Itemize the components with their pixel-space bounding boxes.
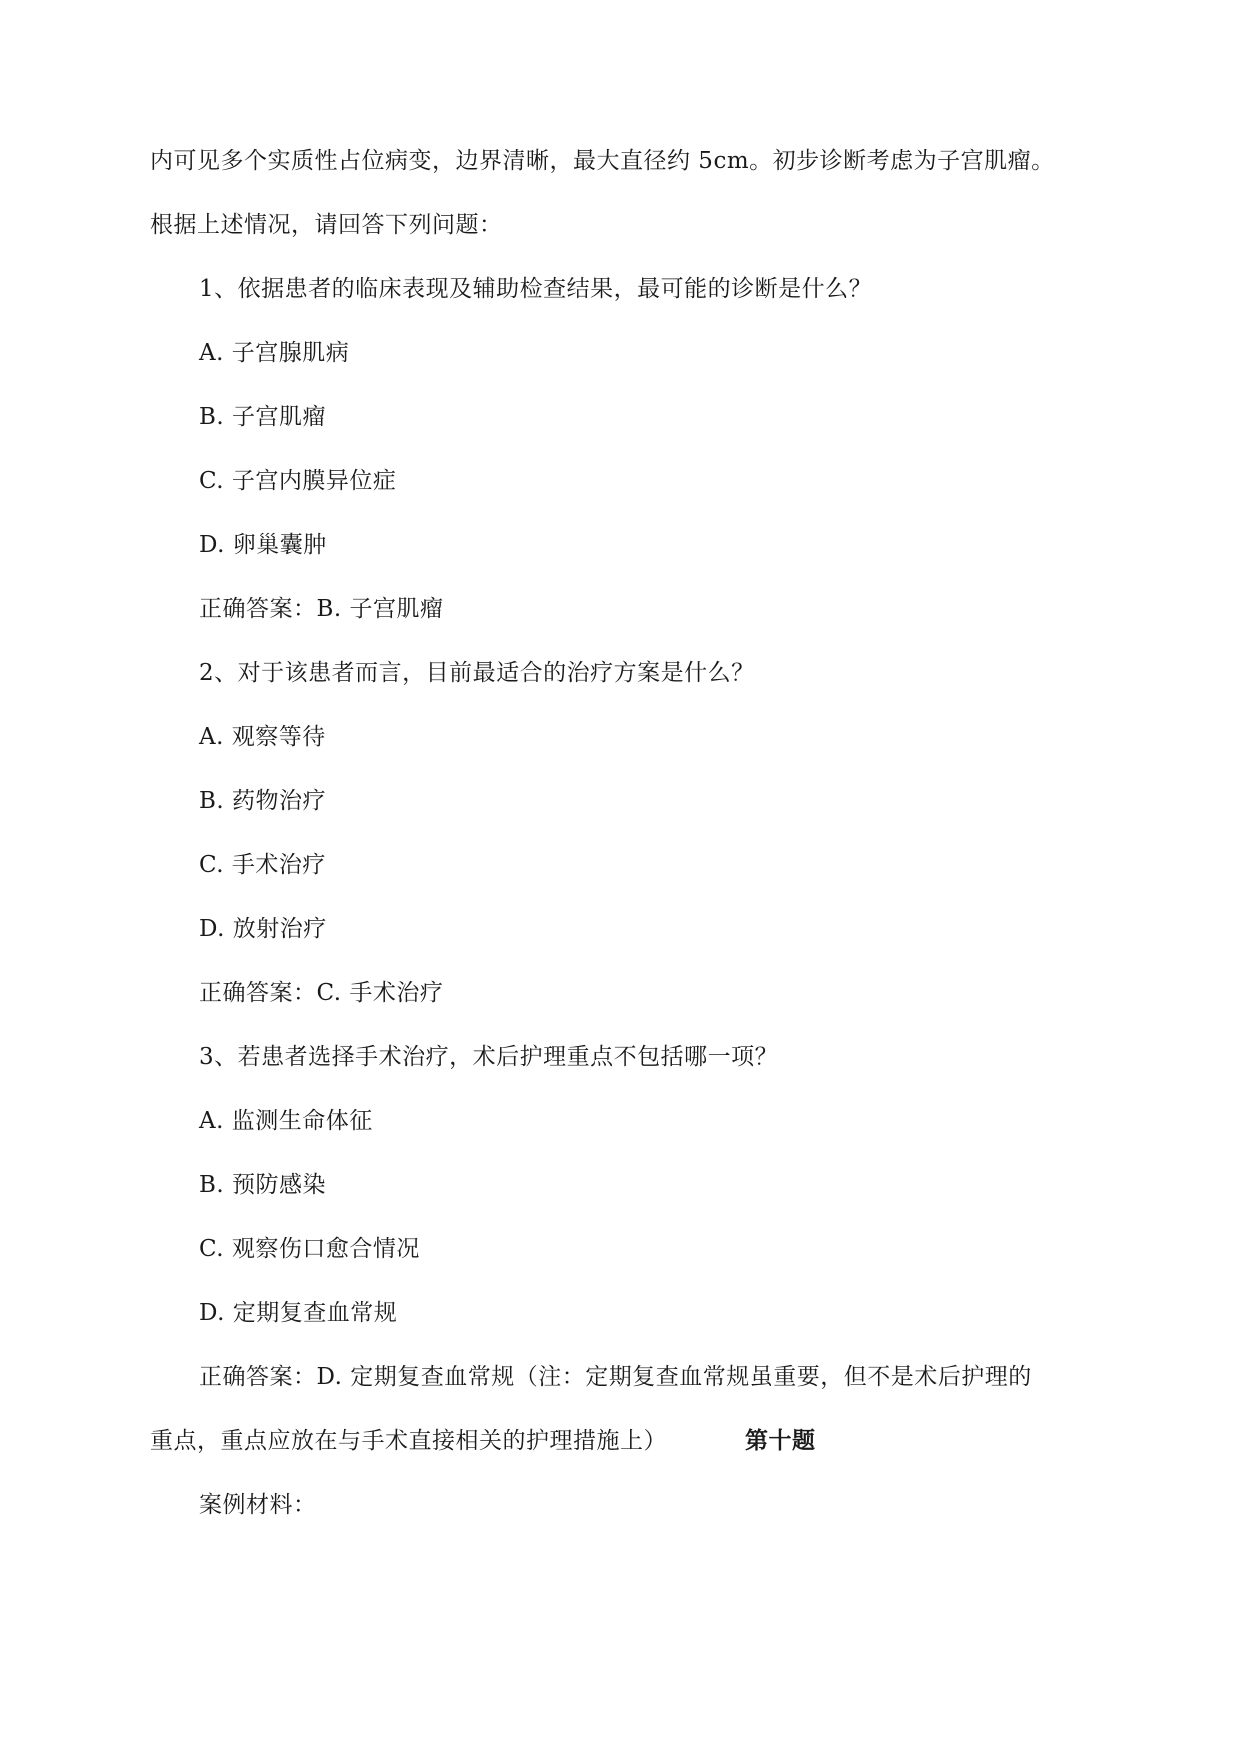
section-title: 第十题 bbox=[745, 1428, 816, 1454]
question-1-stem: 1、依据患者的临床表现及辅助检查结果，最可能的诊断是什么？ bbox=[199, 276, 873, 302]
question-3-answer-line-2-row bbox=[150, 1426, 816, 1456]
question-1-option-a: A. 子宫腺肌病 bbox=[199, 340, 350, 366]
case-material-label: 案例材料： bbox=[199, 1492, 317, 1518]
question-1-option-d: D. 卵巢囊肿 bbox=[199, 532, 327, 558]
intro-line-1: 内可见多个实质性占位病变，边界清晰，最大直径约 5cm。初步诊断考虑为子宫肌瘤。 bbox=[150, 148, 1055, 174]
question-2-option-d: D. 放射治疗 bbox=[199, 916, 327, 942]
question-1-answer: 正确答案：B. 子宫肌瘤 bbox=[199, 596, 444, 622]
question-2-option-b: B. 药物治疗 bbox=[199, 788, 327, 814]
question-3-option-c: C. 观察伤口愈合情况 bbox=[199, 1236, 420, 1262]
question-2-stem: 2、对于该患者而言，目前最适合的治疗方案是什么？ bbox=[199, 660, 755, 686]
question-3-answer-line-2: 重点，重点应放在与手术直接相关的护理措施上） bbox=[150, 1428, 667, 1454]
question-1-option-c: C. 子宫内膜异位症 bbox=[199, 468, 397, 494]
question-1-option-b: B. 子宫肌瘤 bbox=[199, 404, 327, 430]
question-3-answer-line-1: 正确答案：D. 定期复查血常规（注：定期复查血常规虽重要，但不是术后护理的 bbox=[199, 1364, 1032, 1390]
question-3-option-b: B. 预防感染 bbox=[199, 1172, 327, 1198]
question-3-option-d: D. 定期复查血常规 bbox=[199, 1300, 398, 1326]
intro-line-2: 根据上述情况，请回答下列问题： bbox=[150, 212, 503, 238]
question-3-option-a: A. 监测生命体征 bbox=[199, 1108, 373, 1134]
question-2-option-c: C. 手术治疗 bbox=[199, 852, 326, 878]
question-2-option-a: A. 观察等待 bbox=[199, 724, 326, 750]
question-3-stem: 3、若患者选择手术治疗，术后护理重点不包括哪一项？ bbox=[199, 1044, 779, 1070]
question-2-answer: 正确答案：C. 手术治疗 bbox=[199, 980, 444, 1006]
